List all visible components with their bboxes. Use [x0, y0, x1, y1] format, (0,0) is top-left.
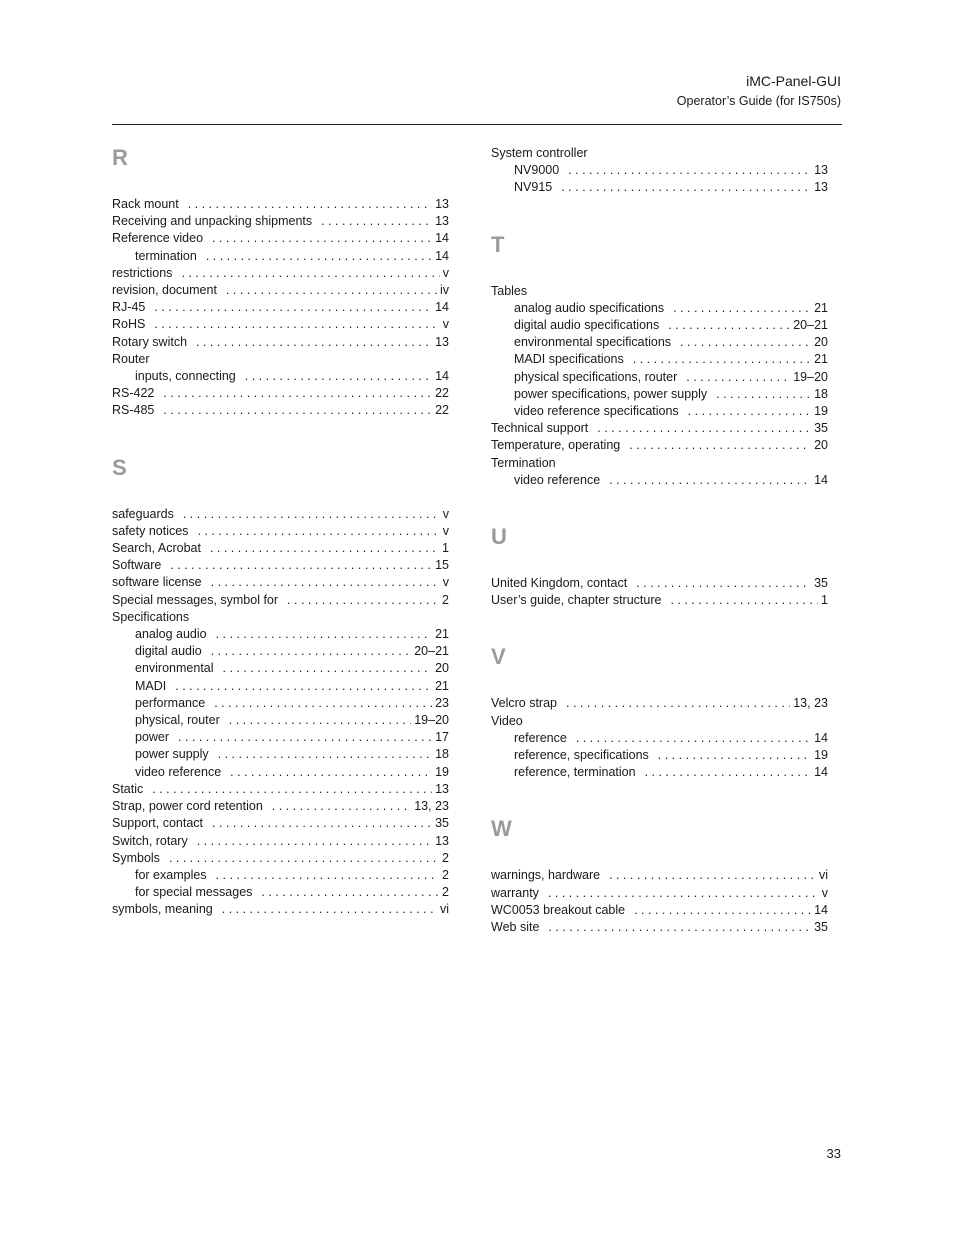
- index-entry[interactable]: [491, 420, 828, 437]
- dot-leader: [211, 643, 412, 660]
- section-gap: [491, 781, 828, 816]
- index-section: [491, 232, 828, 489]
- entry-page-ref[interactable]: 20–21: [793, 318, 828, 333]
- entry-label: for special messages: [135, 885, 253, 900]
- index-subentry[interactable]: [491, 747, 828, 764]
- entry-page-ref[interactable]: 14: [814, 472, 828, 487]
- entry-page-ref[interactable]: 21: [435, 678, 449, 693]
- index-entry[interactable]: [491, 455, 828, 472]
- dot-leader: [175, 678, 432, 695]
- dot-leader: [634, 902, 811, 919]
- entry-label: Rotary switch: [112, 334, 188, 349]
- dot-leader: [212, 815, 432, 832]
- dot-leader: [183, 506, 440, 523]
- entry-page-ref[interactable]: 14: [814, 765, 828, 780]
- index-section: [112, 455, 449, 919]
- entry-page-ref[interactable]: 13: [435, 833, 449, 848]
- heading-spacer: [112, 171, 449, 196]
- entry-page-ref[interactable]: 13: [435, 214, 449, 229]
- index-entry[interactable]: [112, 609, 449, 626]
- entry-label: Symbols: [112, 850, 160, 865]
- entry-label: video reference: [514, 472, 601, 487]
- dot-leader: [163, 385, 432, 402]
- entry-page-ref[interactable]: 13: [435, 197, 449, 211]
- dot-leader: [222, 901, 437, 918]
- index-subentry[interactable]: [491, 764, 828, 781]
- index-entry[interactable]: [112, 798, 449, 815]
- entry-page-ref[interactable]: 21: [435, 627, 449, 642]
- entry-page-ref[interactable]: 2: [442, 867, 449, 882]
- index-subentry[interactable]: [112, 746, 449, 763]
- index-entry[interactable]: [491, 902, 828, 919]
- dot-leader: [668, 317, 790, 334]
- index-subentry[interactable]: [112, 884, 449, 901]
- entry-label: environmental specifications: [514, 335, 672, 350]
- entry-page-ref[interactable]: vi: [818, 868, 828, 883]
- heading-spacer: [491, 670, 828, 695]
- dot-leader: [645, 764, 812, 781]
- dot-leader: [597, 420, 811, 437]
- entry-page-ref[interactable]: 35: [814, 576, 828, 591]
- index-entry[interactable]: [491, 867, 828, 884]
- heading-spacer: [491, 258, 828, 283]
- dot-leader: [673, 300, 811, 317]
- index-subentry[interactable]: [491, 317, 828, 334]
- heading-spacer: [491, 550, 828, 575]
- index-entry[interactable]: [112, 316, 449, 333]
- entry-page-ref[interactable]: 14: [435, 248, 449, 263]
- entry-label: digital audio specifications: [514, 318, 660, 333]
- entry-label: MADI specifications: [514, 352, 624, 367]
- entry-page-ref[interactable]: 21: [814, 300, 828, 315]
- dot-leader: [686, 369, 790, 386]
- dot-leader: [566, 695, 790, 712]
- dot-leader: [188, 196, 432, 213]
- dot-leader: [229, 712, 411, 729]
- index-letter-heading: W: [491, 816, 512, 842]
- section-gap: [491, 609, 828, 644]
- heading-spacer: [112, 481, 449, 506]
- entry-page-ref[interactable]: 35: [435, 816, 449, 831]
- index-subentry[interactable]: [491, 300, 828, 317]
- index-section: [491, 644, 828, 781]
- entry-label: physical, router: [135, 713, 220, 728]
- entry-page-ref[interactable]: 13: [435, 334, 449, 349]
- entry-page-ref[interactable]: 18: [814, 386, 828, 401]
- entry-page-ref[interactable]: 2: [442, 885, 449, 900]
- entry-page-ref[interactable]: v: [821, 885, 828, 900]
- index-column-right: [491, 145, 828, 936]
- dot-leader: [218, 746, 432, 763]
- entry-label: MADI: [135, 678, 167, 693]
- index-entry[interactable]: [491, 575, 828, 592]
- index-section: [112, 145, 449, 420]
- dot-leader: [716, 386, 811, 403]
- index-entry[interactable]: [491, 145, 828, 162]
- dot-leader: [633, 351, 811, 368]
- entry-page-ref[interactable]: 13: [814, 163, 828, 178]
- dot-leader: [197, 833, 432, 850]
- entry-page-ref[interactable]: 22: [435, 386, 449, 401]
- entry-label: Velcro strap: [491, 696, 558, 711]
- entry-label: restrictions: [112, 265, 173, 280]
- section-gap: [491, 197, 828, 232]
- entry-page-ref[interactable]: 14: [814, 902, 828, 917]
- index-entry[interactable]: [491, 713, 828, 730]
- index-subentry[interactable]: [491, 472, 828, 489]
- entry-label: reference, termination: [514, 765, 636, 780]
- entry-label: video reference specifications: [514, 404, 679, 419]
- entry-page-ref[interactable]: 19: [814, 748, 828, 763]
- entry-page-ref[interactable]: 20–21: [414, 644, 449, 659]
- index-letter-heading: S: [112, 454, 127, 480]
- dot-leader: [658, 747, 811, 764]
- entry-label: RJ-45: [112, 300, 146, 315]
- index-section: [491, 145, 828, 197]
- entry-page-ref[interactable]: 20: [814, 438, 828, 453]
- entry-page-ref[interactable]: 13, 23: [414, 799, 449, 814]
- dot-leader: [636, 575, 811, 592]
- index-entry[interactable]: [491, 437, 828, 454]
- dot-leader: [170, 557, 432, 574]
- entry-page-ref[interactable]: v: [442, 506, 449, 521]
- entry-page-ref[interactable]: 1: [821, 593, 828, 608]
- index-subentry[interactable]: [112, 695, 449, 712]
- dot-leader: [609, 867, 816, 884]
- index-entry[interactable]: [112, 351, 449, 368]
- index-subentry[interactable]: [491, 403, 828, 420]
- index-entry[interactable]: [112, 781, 449, 798]
- running-header: [677, 72, 841, 110]
- entry-label: NV915: [514, 180, 553, 195]
- entry-page-ref[interactable]: 19: [435, 764, 449, 779]
- entry-page-ref[interactable]: v: [442, 265, 449, 280]
- entry-label: Strap, power cord retention: [112, 799, 263, 814]
- entry-page-ref[interactable]: 2: [442, 592, 449, 607]
- entry-page-ref[interactable]: 15: [435, 558, 449, 573]
- dot-leader: [169, 850, 439, 867]
- entry-label: symbols, meaning: [112, 902, 213, 917]
- index-subentry[interactable]: [112, 678, 449, 695]
- index-entry[interactable]: [491, 919, 828, 936]
- index-entry[interactable]: [112, 815, 449, 832]
- entry-label: Special messages, symbol for: [112, 592, 279, 607]
- dot-leader: [154, 316, 439, 333]
- entry-label: reference: [514, 730, 567, 745]
- entry-label: for examples: [135, 867, 207, 882]
- dot-leader: [261, 884, 439, 901]
- entry-page-ref[interactable]: 22: [435, 403, 449, 418]
- section-gap: [112, 420, 449, 455]
- entry-label: Web site: [491, 920, 540, 935]
- index-entry[interactable]: [112, 592, 449, 609]
- index-entry[interactable]: [491, 695, 828, 712]
- entry-page-ref[interactable]: v: [442, 523, 449, 538]
- entry-label: Reference video: [112, 231, 204, 246]
- entry-label: revision, document: [112, 283, 217, 298]
- dot-leader: [688, 403, 811, 420]
- header-subtitle: Operator’s Guide (for IS750s): [676, 94, 841, 108]
- index-entry[interactable]: [112, 523, 449, 540]
- index-entry[interactable]: [112, 833, 449, 850]
- index-subentry[interactable]: [491, 334, 828, 351]
- dot-leader: [287, 592, 439, 609]
- dot-leader: [245, 368, 432, 385]
- entry-page-ref[interactable]: 14: [435, 231, 449, 246]
- dot-leader: [272, 798, 411, 815]
- dot-leader: [196, 334, 432, 351]
- entry-label: digital audio: [135, 644, 202, 659]
- index-subentry[interactable]: [491, 351, 828, 368]
- entry-label: analog audio specifications: [514, 300, 665, 315]
- dot-leader: [206, 248, 432, 265]
- entry-page-ref[interactable]: 13: [814, 180, 828, 195]
- index-subentry[interactable]: [112, 729, 449, 746]
- entry-label: Video: [491, 713, 523, 728]
- entry-page-ref[interactable]: iv: [439, 283, 449, 298]
- entry-page-ref[interactable]: 14: [435, 300, 449, 315]
- entry-page-ref[interactable]: 19–20: [793, 369, 828, 384]
- index-subentry[interactable]: [112, 643, 449, 660]
- entry-label: RoHS: [112, 317, 146, 332]
- dot-leader: [609, 472, 811, 489]
- entry-label: United Kingdom, contact: [491, 576, 628, 591]
- entry-page-ref[interactable]: 14: [435, 369, 449, 384]
- index-entry[interactable]: [112, 402, 449, 419]
- header-title: iMC-Panel-GUI: [746, 73, 841, 89]
- dot-leader: [216, 626, 432, 643]
- dot-leader: [230, 764, 432, 781]
- dot-leader: [211, 574, 440, 591]
- entry-page-ref[interactable]: 2: [442, 850, 449, 865]
- entry-label: video reference: [135, 764, 222, 779]
- entry-label: warranty: [491, 885, 539, 900]
- entry-label: reference, specifications: [514, 748, 649, 763]
- index-subentry[interactable]: [112, 368, 449, 385]
- index-entry[interactable]: [112, 385, 449, 402]
- entry-label: safeguards: [112, 506, 174, 521]
- entry-page-ref[interactable]: 1: [442, 541, 449, 556]
- entry-label: RS-422: [112, 386, 155, 401]
- dot-leader: [178, 729, 432, 746]
- entry-label: Search, Acrobat: [112, 541, 201, 556]
- entry-label: physical specifications, router: [514, 369, 678, 384]
- dot-leader: [181, 265, 439, 282]
- dot-leader: [226, 282, 437, 299]
- section-gap: [491, 489, 828, 524]
- index-entry[interactable]: [112, 299, 449, 316]
- entry-page-ref[interactable]: 19: [814, 404, 828, 419]
- index-subentry[interactable]: [491, 386, 828, 403]
- dot-leader: [163, 402, 432, 419]
- entry-label: Support, contact: [112, 816, 204, 831]
- entry-label: NV9000: [514, 163, 560, 178]
- dot-leader: [670, 592, 818, 609]
- index-entry[interactable]: [112, 213, 449, 230]
- index-entry[interactable]: [112, 230, 449, 247]
- dot-leader: [629, 437, 811, 454]
- entry-page-ref[interactable]: 20: [435, 661, 449, 676]
- entry-label: Rack mount: [112, 197, 179, 211]
- dot-leader: [216, 867, 439, 884]
- entry-label: environmental: [135, 661, 214, 676]
- entry-page-ref[interactable]: 23: [435, 695, 449, 710]
- entry-label: termination: [135, 248, 197, 263]
- dot-leader: [152, 781, 432, 798]
- index-subentry[interactable]: [491, 369, 828, 386]
- index-entry[interactable]: [112, 574, 449, 591]
- index-letter-heading: T: [491, 231, 505, 257]
- dot-leader: [680, 334, 811, 351]
- entry-page-ref[interactable]: 35: [814, 421, 828, 436]
- dot-leader: [223, 660, 433, 677]
- index-subentry[interactable]: [112, 867, 449, 884]
- page-number: 33: [826, 1146, 841, 1161]
- entry-page-ref[interactable]: 20: [814, 335, 828, 350]
- index-subentry[interactable]: [491, 162, 828, 179]
- index-section: [491, 524, 828, 609]
- index-entry[interactable]: [491, 885, 828, 902]
- entry-label: Receiving and unpacking shipments: [112, 214, 313, 229]
- entry-label: analog audio: [135, 627, 207, 642]
- dot-leader: [214, 695, 432, 712]
- index-entry[interactable]: [112, 282, 449, 299]
- index-letter-heading: U: [491, 524, 507, 550]
- dot-leader: [576, 730, 811, 747]
- entry-page-ref[interactable]: vi: [439, 902, 449, 917]
- index-letter-heading: V: [491, 644, 506, 670]
- entry-label: software license: [112, 575, 202, 590]
- entry-label: Switch, rotary: [112, 833, 188, 848]
- entry-label: WC0053 breakout cable: [491, 902, 626, 917]
- entry-page-ref[interactable]: 14: [814, 730, 828, 745]
- header-rule: [112, 124, 842, 125]
- entry-label: RS-485: [112, 403, 155, 418]
- dot-leader: [568, 162, 811, 179]
- dot-leader: [548, 919, 811, 936]
- entry-label: power supply: [135, 747, 209, 762]
- heading-spacer: [491, 842, 828, 867]
- dot-leader: [321, 213, 432, 230]
- entry-label: Specifications: [112, 609, 190, 624]
- entry-page-ref[interactable]: 19–20: [414, 713, 449, 728]
- entry-label: Tables: [491, 283, 528, 298]
- entry-label: Technical support: [491, 421, 589, 436]
- entry-label: warnings, hardware: [491, 868, 601, 883]
- entry-page-ref[interactable]: 35: [814, 920, 828, 935]
- index-entry[interactable]: [112, 265, 449, 282]
- dot-leader: [154, 299, 432, 316]
- index-subentry[interactable]: [491, 730, 828, 747]
- index-entry[interactable]: [491, 592, 828, 609]
- index-entry[interactable]: [112, 334, 449, 351]
- entry-label: User’s guide, chapter structure: [491, 593, 662, 608]
- entry-page-ref[interactable]: 13: [435, 781, 449, 796]
- index-entry[interactable]: [491, 283, 828, 300]
- entry-page-ref[interactable]: v: [442, 317, 449, 332]
- index-subentry[interactable]: [112, 626, 449, 643]
- index-section: [491, 816, 828, 936]
- index-entry[interactable]: [112, 901, 449, 918]
- dot-leader: [197, 523, 439, 540]
- entry-label: Router: [112, 351, 150, 366]
- index-entry[interactable]: [112, 506, 449, 523]
- entry-label: power specifications, power supply: [514, 386, 708, 401]
- entry-page-ref[interactable]: 21: [814, 352, 828, 367]
- index-entry[interactable]: [112, 540, 449, 557]
- index-entry[interactable]: [112, 557, 449, 574]
- index-letter-heading: R: [112, 145, 128, 170]
- entry-label: Temperature, operating: [491, 438, 621, 453]
- entry-label: System controller: [491, 146, 588, 160]
- index-subentry[interactable]: [112, 660, 449, 677]
- entry-page-ref[interactable]: 17: [435, 730, 449, 745]
- index-entry[interactable]: [112, 850, 449, 867]
- entry-label: safety notices: [112, 523, 189, 538]
- entry-label: performance: [135, 695, 206, 710]
- entry-label: Static: [112, 781, 144, 796]
- index-subentry[interactable]: [112, 764, 449, 781]
- entry-page-ref[interactable]: 18: [435, 747, 449, 762]
- dot-leader: [212, 230, 432, 247]
- index-subentry[interactable]: [112, 712, 449, 729]
- entry-label: Termination: [491, 455, 556, 470]
- index-entry[interactable]: [112, 196, 449, 213]
- dot-leader: [561, 179, 811, 196]
- index-subentry[interactable]: [112, 248, 449, 265]
- index-subentry[interactable]: [491, 179, 828, 196]
- index-column-left: [112, 145, 449, 919]
- dot-leader: [548, 885, 819, 902]
- entry-label: Software: [112, 558, 162, 573]
- entry-page-ref[interactable]: 13, 23: [793, 696, 828, 711]
- entry-page-ref[interactable]: v: [442, 575, 449, 590]
- dot-leader: [210, 540, 439, 557]
- entry-label: inputs, connecting: [135, 369, 236, 384]
- entry-label: power: [135, 730, 170, 745]
